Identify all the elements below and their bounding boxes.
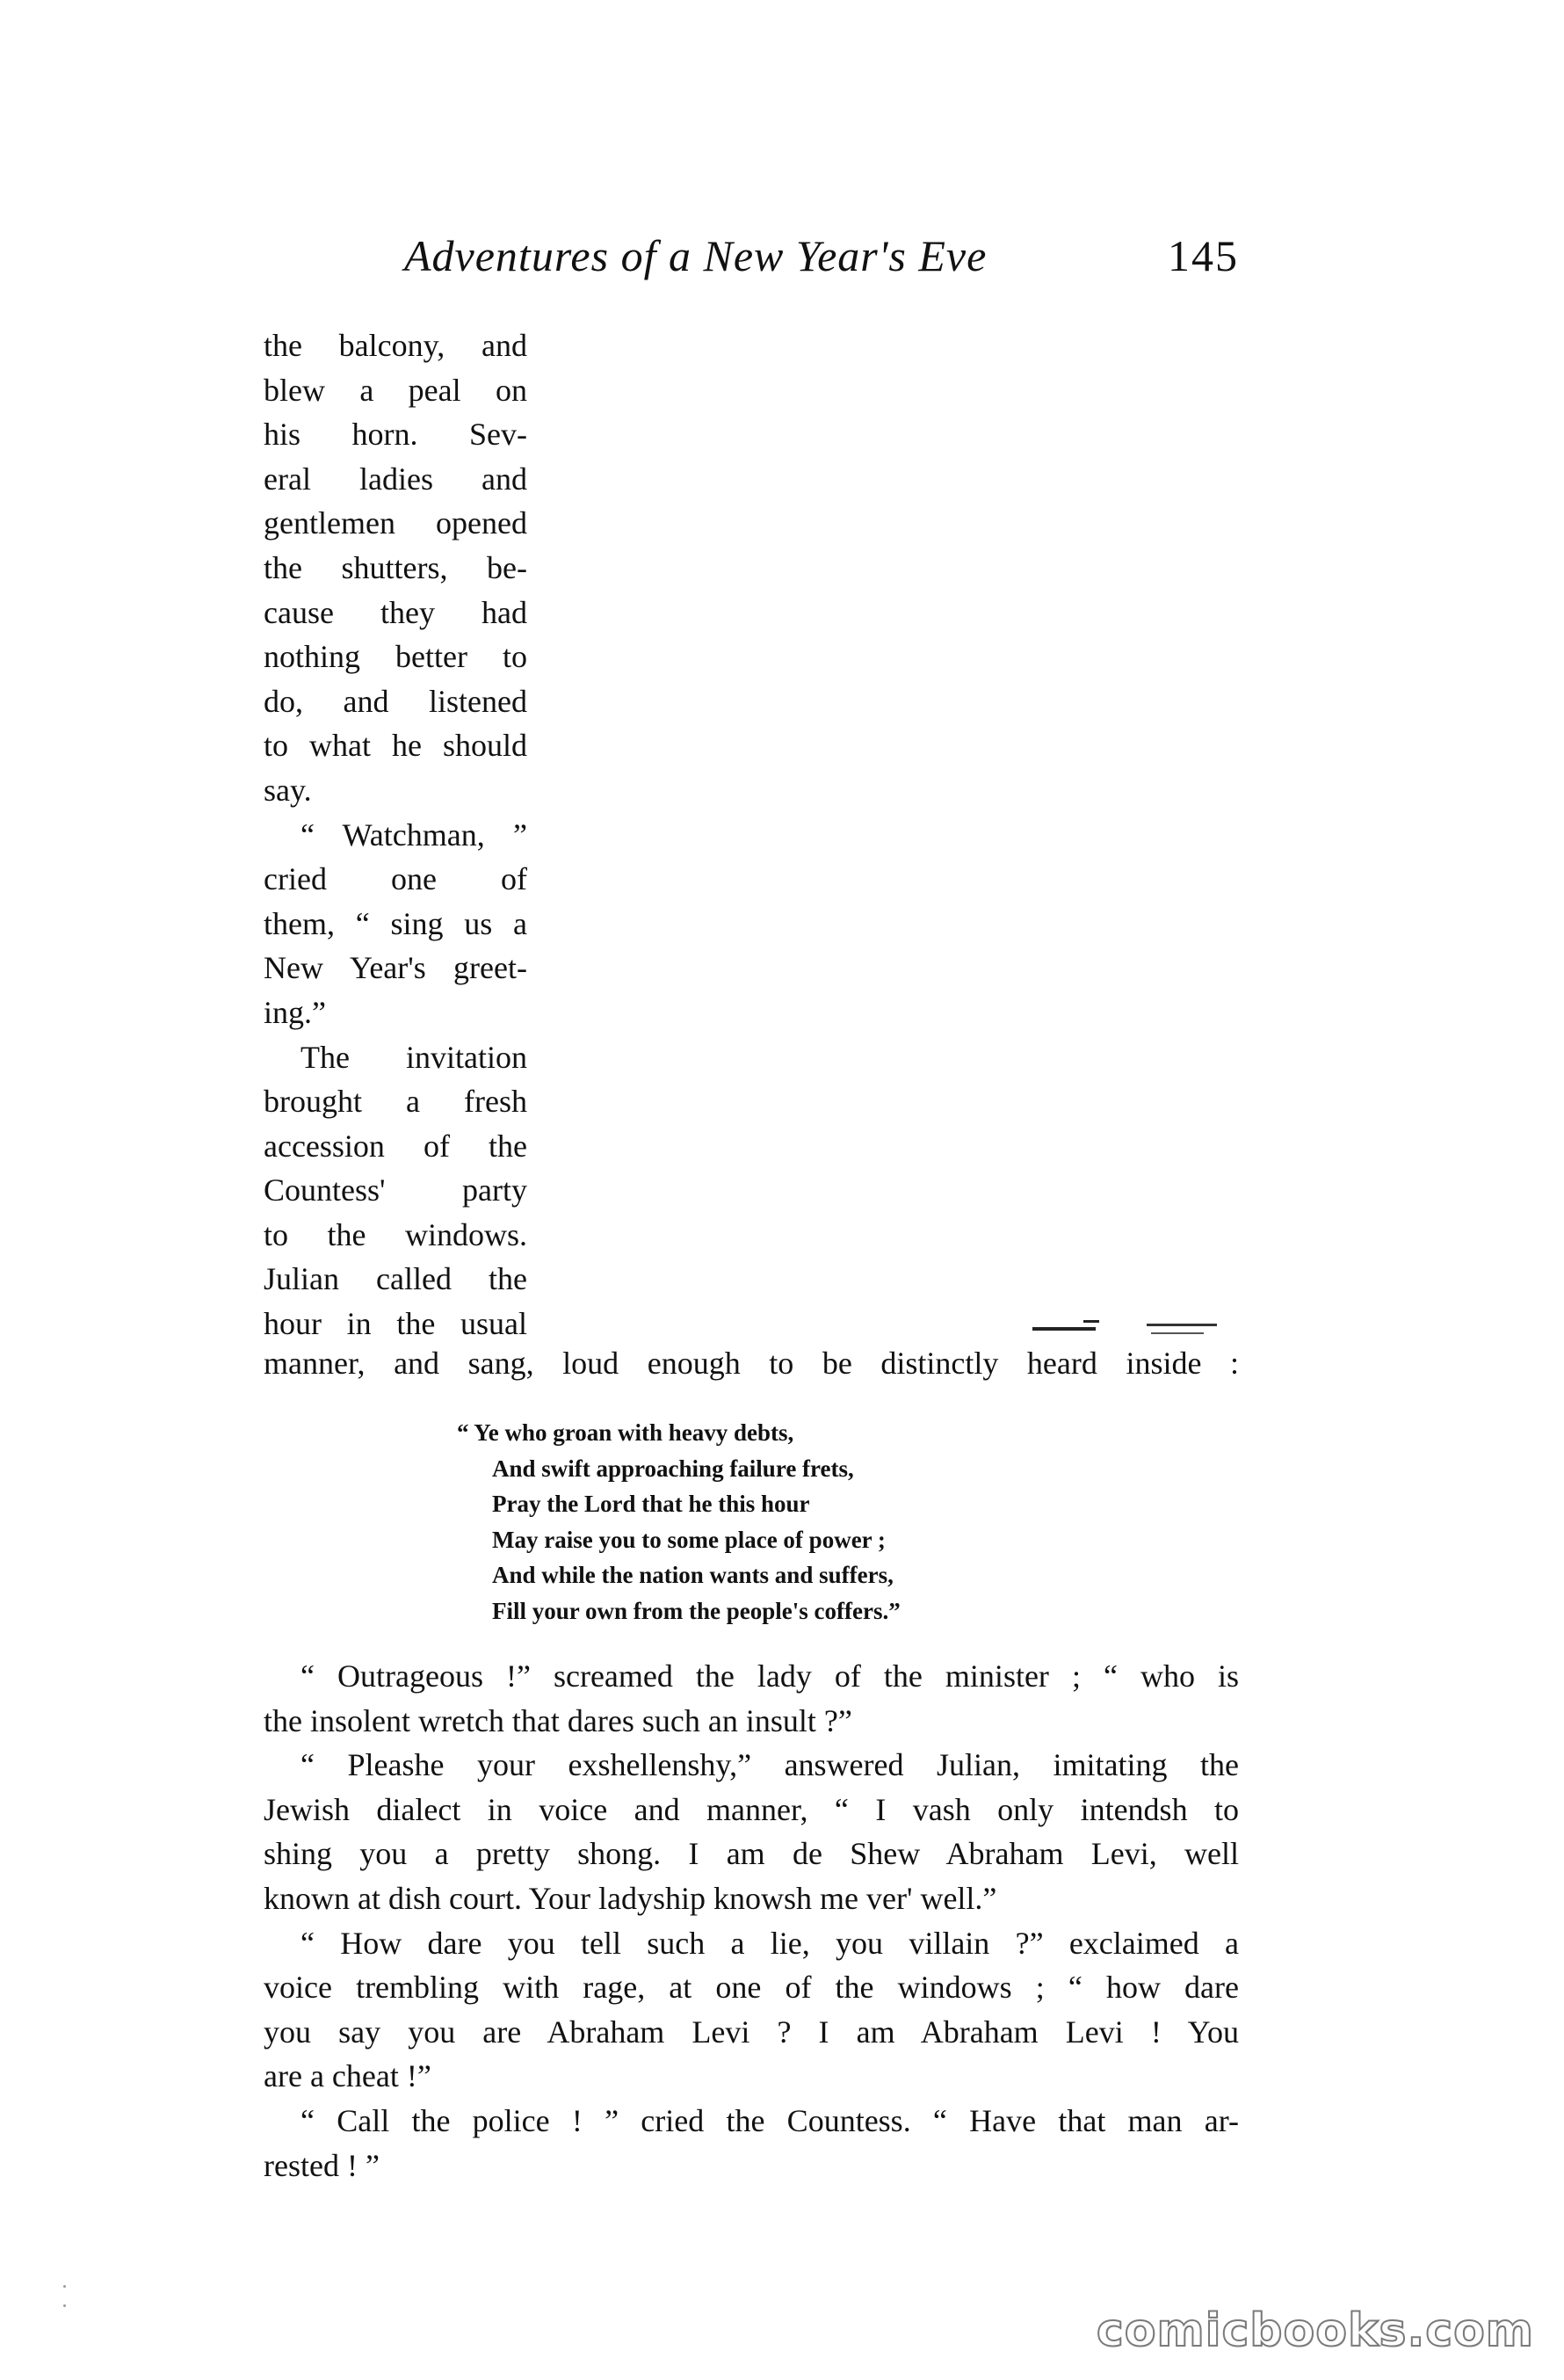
- text-line: “ How dare you tell such a lie, you villain ?” exclaimed a: [300, 1925, 1239, 1961]
- text-line: cause they had: [264, 594, 527, 630]
- page-number: 145: [1168, 231, 1239, 280]
- text-line: his horn. Sev-: [264, 417, 527, 453]
- text-line: them, “ sing us a: [264, 905, 527, 941]
- text-line: Julian called the: [264, 1261, 527, 1297]
- text-line: the balcony, and: [264, 328, 527, 363]
- text-line: to the windows.: [264, 1216, 527, 1252]
- text-line: say.: [264, 772, 312, 808]
- text-line: hour in the usual: [264, 1306, 527, 1342]
- text-line: to what he should: [264, 728, 527, 764]
- text-line: are a cheat !”: [264, 2058, 431, 2094]
- verse-line: Pray the Lord that he this hour: [492, 1491, 810, 1517]
- text-line: “ Pleashe your exshellenshy,” answered Julian, imitating the: [300, 1747, 1239, 1783]
- running-title: Adventures of a New Year's Eve: [404, 231, 988, 280]
- narrow-text-column: [264, 323, 527, 1346]
- verse-line: May raise you to some place of power ;: [492, 1526, 886, 1553]
- text-line: eral ladies and: [264, 461, 527, 497]
- scan-speck: [63, 2304, 66, 2307]
- text-line: the insolent wretch that dares such an insult ?”: [264, 1702, 852, 1738]
- text-line: New Year's greet-: [264, 950, 527, 986]
- text-line: ing.”: [264, 994, 326, 1030]
- verse-line: And while the nation wants and suffers,: [492, 1562, 894, 1588]
- text-line: known at dish court. Your ladyship knowsh me ver' well.”: [264, 1880, 997, 1916]
- text-line: the shutters, be-: [264, 549, 527, 585]
- text-line: “ Call the police ! ” cried the Countess. “ Have that man ar-: [300, 2102, 1239, 2138]
- illustration-fragment: [1032, 1317, 1243, 1343]
- text-line: accession of the: [264, 1128, 527, 1164]
- text-line: rested ! ”: [264, 2147, 380, 2183]
- text-line: you say you are Abraham Levi ? I am Abraham Levi ! You: [264, 2014, 1239, 2050]
- scan-speck: [63, 2285, 66, 2288]
- text-line: shing you a pretty shong. I am de Shew Abraham Levi, well: [264, 1836, 1239, 1872]
- text-line: nothing better to: [264, 639, 527, 675]
- text-line: do, and listened: [264, 683, 527, 719]
- full-width-line: manner, and sang, loud enough to be distinctly heard inside :: [264, 1346, 1239, 1381]
- watermark-logo: comicbooks.com: [1096, 2304, 1534, 2357]
- text-line: voice trembling with rage, at one of the windows ; “ how dare: [264, 1970, 1239, 2006]
- text-line: The invitation: [300, 1039, 527, 1075]
- verse-block: [457, 1415, 1125, 1629]
- text-line: blew a peal on: [264, 372, 527, 408]
- text-line: gentlemen opened: [264, 505, 527, 541]
- running-head: [404, 230, 1239, 292]
- verse-line: And swift approaching failure frets,: [492, 1455, 854, 1482]
- text-line: “ Outrageous !” screamed the lady of the minister ; “ who is: [300, 1658, 1239, 1694]
- text-line: “ Watchman, ”: [300, 816, 527, 853]
- text-line: Jewish dialect in voice and manner, “ I vash only intendsh to: [264, 1791, 1239, 1827]
- text-line: brought a fresh: [264, 1084, 527, 1120]
- verse-line: Fill your own from the people's coffers.”: [492, 1597, 901, 1624]
- text-line: cried one of: [264, 861, 527, 897]
- verse-line: “ Ye who groan with heavy debts,: [457, 1419, 794, 1446]
- text-line: Countess' party: [264, 1172, 527, 1208]
- body-paragraphs: [264, 1654, 1239, 2188]
